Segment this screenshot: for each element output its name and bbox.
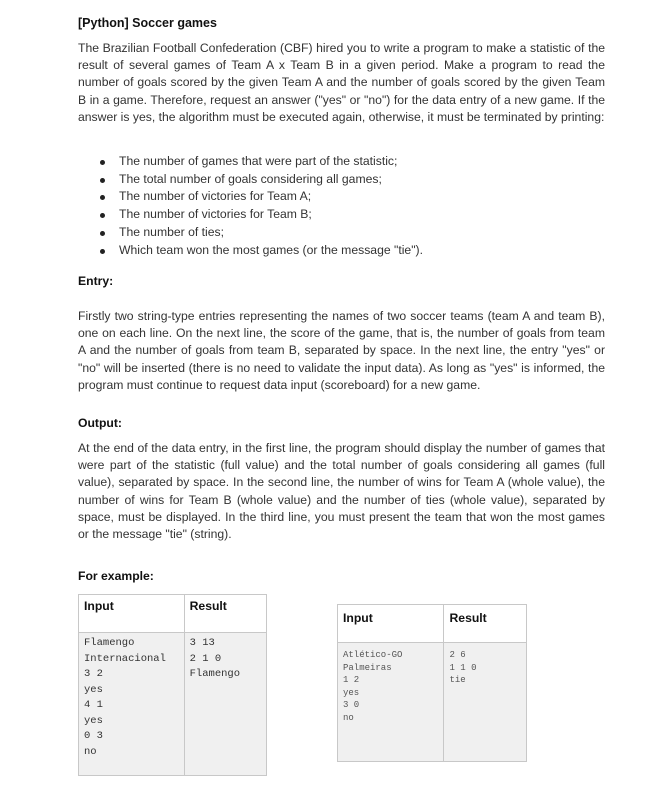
intro-line: The Brazilian Football Confederation (CBF) hired you to write a program to make a statistic of: [78, 41, 585, 55]
list-item: The total number of goals considering all games;: [100, 171, 423, 189]
result-line: Flamengo: [189, 668, 241, 680]
result-cell: [444, 643, 527, 762]
output-line: the most games or the message "tie" (string).: [78, 509, 606, 542]
output-heading: Output:: [78, 416, 122, 430]
result-header: Result: [444, 605, 527, 643]
input-line: yes: [84, 714, 103, 727]
input-line: Flamengo: [84, 637, 135, 649]
intro-line: terminated by printing:: [483, 109, 605, 124]
input-cell: [79, 633, 185, 776]
list-item: Which team won the most games (or the message "tie").: [100, 242, 423, 260]
intro-line: the number of goals scored by the given Team A and the number of goals scored by the: [78, 58, 605, 90]
input-line: Internacional: [84, 652, 166, 665]
input-header: Input: [79, 595, 185, 633]
input-line: 4 1: [84, 699, 103, 711]
input-line: yes: [343, 687, 360, 698]
input-line: Palmeiras: [343, 662, 392, 673]
input-header: Input: [338, 605, 444, 643]
entry-paragraph: [78, 308, 605, 394]
result-line: tie: [449, 675, 466, 685]
entry-line: informed, the program must continue to request data input (scoreboard) for a new game.: [78, 360, 606, 392]
input-line: 0 3: [84, 730, 103, 742]
example-table-2: [337, 604, 527, 762]
list-item: The number of victories for Team B;: [100, 206, 423, 224]
intro-line: given Team B in a game. Therefore, request an answer ("yes" or "no") for the data entry of a: [78, 75, 605, 107]
list-item: The number of ties;: [100, 224, 423, 242]
entry-line: "yes" or "no" will be inserted (there is no need to validate the input data). As long as "yes" is: [78, 343, 605, 375]
output-line: separated by space, must be displayed. In the third line, you must present the team that won: [78, 492, 606, 524]
list-item: The number of victories for Team A;: [100, 188, 423, 206]
input-line: 3 0: [343, 700, 360, 710]
output-line: (full value), separated by space. In the second line, the number of wins for Team A (whole: [78, 458, 605, 490]
entry-line: Firstly two string-type entries representing the names of two soccer teams (team A and team: [78, 309, 586, 323]
input-line: 3 2: [84, 668, 103, 680]
output-line: value), the number of wins for Team B (whole value) and the number of ties (whole value),: [78, 475, 605, 507]
input-line: no: [84, 745, 97, 758]
output-paragraph: [78, 440, 605, 543]
result-line: 2 6: [449, 650, 466, 660]
intro-line: new game. If the answer is yes, the algorithm must be executed again, otherwise, it must be: [78, 92, 606, 124]
input-line: 1 2: [343, 675, 360, 685]
entry-line: B), one on each line. On the next line, the score of the game, that is, the number of goals from: [78, 309, 605, 341]
output-line: At the end of the data entry, in the first line, the program should display the number of games: [78, 441, 582, 455]
problem-title: [Python] Soccer games: [78, 16, 217, 30]
example-heading: For example:: [78, 569, 154, 583]
output-line: that were part of the statistic (full value) and the total number of goals considering all games: [78, 441, 605, 473]
entry-heading: Entry:: [78, 274, 114, 288]
intro-paragraph: [78, 40, 605, 126]
input-line: yes: [84, 683, 103, 696]
input-line: Atlético-GO: [343, 650, 403, 660]
result-line: 3 13: [189, 637, 215, 649]
example-table-1: [78, 594, 267, 776]
result-line: 2 1 0: [189, 652, 222, 665]
list-item: The number of games that were part of the statistic;: [100, 153, 423, 171]
output-requirements-list: [100, 153, 423, 259]
input-line: no: [343, 712, 354, 723]
input-cell: [338, 643, 444, 762]
entry-line: team A and the number of goals from team B, separated by space. In the next line, the entry: [78, 326, 605, 358]
result-cell: [184, 633, 266, 776]
result-line: 1 1 0: [449, 662, 477, 673]
intro-line: the result of several games of Team A x Team B in a given period. Make a program to read: [78, 41, 606, 73]
result-header: Result: [184, 595, 266, 633]
